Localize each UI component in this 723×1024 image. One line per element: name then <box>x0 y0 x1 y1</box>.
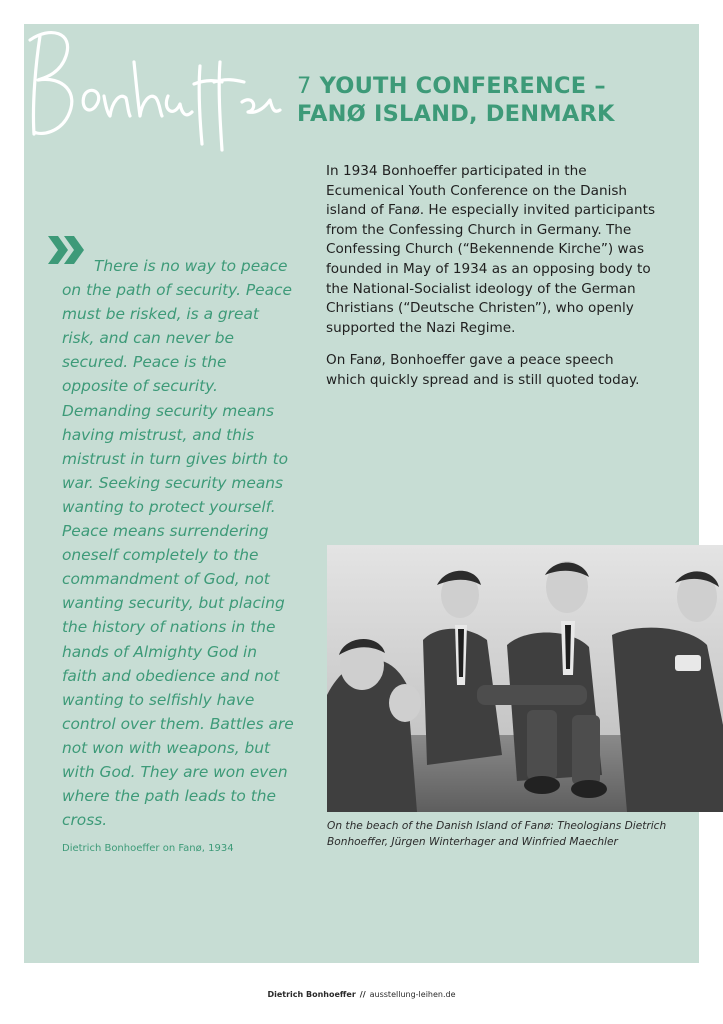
title-line-1: YOUTH CONFERENCE – <box>319 73 606 99</box>
section-title <box>297 72 657 128</box>
title-line-2: FANØ ISLAND, DENMARK <box>297 101 615 127</box>
footer-separator: // <box>359 990 366 999</box>
intro-paragraph-2: On Fanø, Bonhoeffer gave a peace speech which quickly spread and is still quoted today. <box>326 352 640 388</box>
historical-photo <box>327 545 723 812</box>
intro-paragraph-1: In 1934 Bonhoeffer participated in the Ecumenical Youth Conference on the Danish island of Fanø. He especially invited participants from the Confessing Church in Germany. The Confessing Church (“Bekennende Kirche”) was founded in May of 1934 as an opposing body to the National-Socialist ideology of the German Christians (“Deutsche Christen”), who openly supported the Nazi Regime. <box>326 163 656 336</box>
footer-name: Dietrich Bonhoeffer <box>267 990 356 999</box>
section-number: 7 <box>297 73 312 99</box>
quote-source: Dietrich Bonhoeffer on Fanø, 1934 <box>62 843 234 854</box>
intro-text <box>326 162 656 404</box>
quote-text: There is no way to peace on the path of security. Peace must be risked, is a great risk, and can never be secured. Peace is the opposite of security. Demanding security means having mistrust, and this mistrust in turn gives birth to war. Seeking security means wanting to protect yourself. Peace means surrendering oneself completely to the commandment of God, not wanting security, but placing the history of nations in the hands of Almighty God in faith and obedience and not wanting to selfishly have control over them. Battles are not won with weapons, but with God. They are won even where the path leads to the cross. <box>62 257 294 830</box>
peace-quote <box>62 254 294 832</box>
photo-caption: On the beach of the Danish Island of Fanø: Theologians Dietrich Bonhoeffer, Jürgen Winterhager and Winfried Maechler <box>327 820 667 848</box>
bonhoeffer-signature <box>22 22 282 152</box>
footer-site: ausstellung-leihen.de <box>369 990 456 999</box>
footer <box>0 990 723 1000</box>
